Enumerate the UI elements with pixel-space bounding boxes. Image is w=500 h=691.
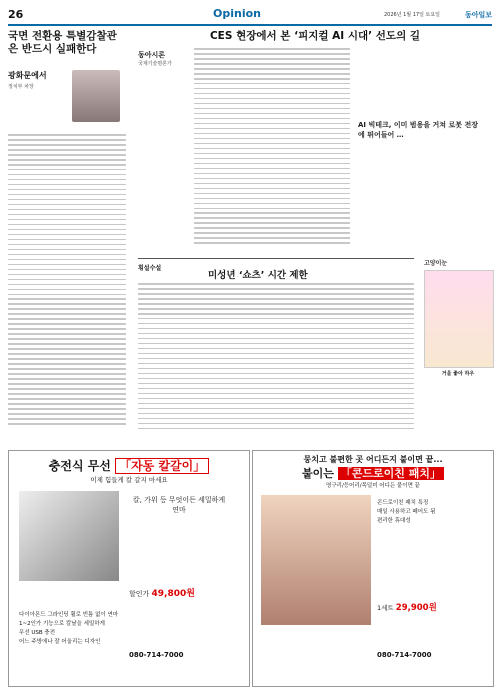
- right-headline: CES 현장에서 본 ‘피지컬 AI 시대’ 선도의 길: [209, 30, 421, 42]
- ad2-phone: 080-714-7000: [377, 651, 432, 659]
- ad1-feature: 어느 주방에나 잘 어울리는 디자인: [19, 639, 101, 645]
- ad2-price-label: 1세트: [377, 604, 394, 612]
- left-column: [8, 30, 126, 440]
- ad2-subtitle: 영구리/등어리/목덜미 어디든 붙이면 끝: [326, 483, 420, 489]
- feature-text-lines: [138, 283, 414, 433]
- ad2-header: 뭉치고 불편한 곳 어디든지 붙이면 끝...: [303, 455, 443, 464]
- ad1-feature: 다이아몬드 그라인딩 휠로 빈틈 없이 연마: [19, 612, 119, 618]
- ad2-price: [377, 601, 437, 613]
- right-column: [138, 30, 492, 252]
- page-header: [8, 6, 492, 26]
- right-text-lines-a: [194, 48, 350, 247]
- feature-column: [138, 258, 414, 441]
- advertisement-patch[interactable]: [252, 450, 494, 687]
- section-name: Opinion: [213, 7, 261, 20]
- ad1-price-label: 할인가: [129, 590, 150, 598]
- cartoon-kicker: 고양이눈: [424, 260, 448, 267]
- author-name: 광화문에서: [8, 71, 47, 80]
- page-number: 26: [8, 8, 24, 21]
- ad1-feature-list: [19, 611, 239, 647]
- article-text-lines: [8, 134, 126, 434]
- ad2-feature: 콘드로이친 패치 특징: [377, 500, 429, 506]
- author-photo: [72, 70, 120, 122]
- author-box: [8, 70, 126, 130]
- ad1-price: [129, 586, 195, 599]
- ad1-title: [9, 457, 249, 474]
- ad1-product-image: [19, 491, 119, 581]
- feature-headline: 미성년 ‘쇼츠’ 시간 제한: [208, 270, 308, 281]
- advertisement-sharpener[interactable]: [8, 450, 250, 687]
- ad2-title: [253, 465, 493, 481]
- feature-kicker: 횡설수설: [138, 265, 162, 272]
- ad1-phone: 080-714-7000: [129, 651, 184, 659]
- cartoon-box: [424, 258, 492, 440]
- newspaper-name: 동아일보: [464, 11, 492, 19]
- ad1-title-prefix: 충전식 무선: [48, 459, 111, 473]
- ad2-title-prefix: 붙이는: [302, 467, 334, 480]
- ad2-title-highlight: 「콘드로이친 패치」: [338, 467, 444, 480]
- ad2-price-value: 29,900원: [395, 603, 437, 613]
- cartoon-image: [424, 270, 494, 368]
- ad2-feature-list: [377, 499, 487, 526]
- ad1-feature: 1~2인가 기능으로 칼날을 세밀하게: [19, 621, 105, 627]
- issue-date: 2026년 1월 17일 토요일: [383, 12, 440, 18]
- ad2-product-image: [261, 495, 371, 625]
- author-position: 정치부 차장: [8, 84, 34, 90]
- ad1-feature: 무선 USB 충전: [19, 630, 56, 636]
- ad2-feature: 편리한 휴대성: [377, 518, 411, 524]
- ad1-title-highlight: 「자동 칼갈이」: [115, 458, 209, 474]
- columnist-position: 국제기술평론가: [138, 61, 172, 67]
- pull-quote: AI 빅테크, 이미 범용을 거쳐 로봇 전장에 뛰어들어 …: [358, 121, 478, 139]
- cartoon-caption: 거울 좋아 하우: [441, 371, 475, 377]
- ad1-price-value: 49,800원: [151, 589, 195, 599]
- ad1-subtitle: 이제 힘들게 칼 갈지 마세요: [90, 476, 168, 484]
- columnist-name: 동아시론: [138, 51, 166, 59]
- ad2-feature: 매일 사용하고 떼어도 됨: [377, 509, 436, 515]
- columnist-bio: [138, 50, 188, 67]
- ad1-tagline: 칼, 가위 등 무엇이든 세밀하게 연마: [132, 496, 226, 514]
- left-headline: 국면 전환용 특별감찰관은 반드시 실패한다: [8, 30, 117, 55]
